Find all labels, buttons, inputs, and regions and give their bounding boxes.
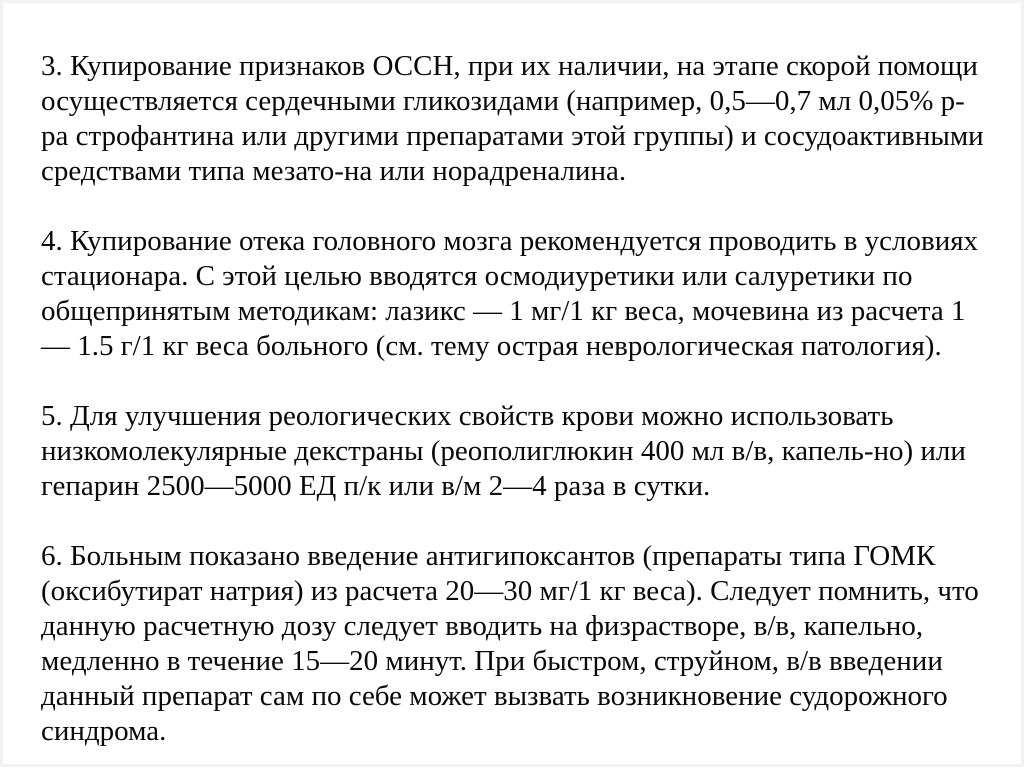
text-line: 5. Для улучшения реологических свойств крови можно использовать — [41, 400, 894, 432]
text-line: — 1.5 г/1 кг веса больного (см. тему острая неврологическая патология). — [41, 330, 942, 362]
paragraph-6 — [41, 539, 1007, 749]
text-line: данный препарат сам по себе может вызвать возникновение судорожного — [41, 680, 948, 712]
paragraph-5 — [41, 399, 1007, 504]
paragraph-3 — [41, 49, 1007, 189]
text-line: 3. Купирование признаков ОССН, при их наличии, на этапе скорой помощи — [41, 50, 978, 82]
text-line: гепарин 2500—5000 ЕД п/к или в/м 2—4 раза в сутки. — [41, 470, 711, 502]
text-line: общепринятым методикам: лазикс — 1 мг/1 кг веса, мочевина из расчета 1 — [41, 295, 966, 327]
text-line: данную расчетную дозу следует вводить на физрастворе, в/в, капельно, — [41, 610, 924, 642]
text-line: осуществляется сердечными гликозидами (например, 0,5—0,7 мл 0,05% р- — [41, 85, 965, 117]
text-line: 4. Купирование отека головного мозга рекомендуется проводить в условиях — [41, 225, 979, 257]
text-line: 6. Больным показано введение антигипоксантов (препараты типа ГОМК — [41, 540, 936, 572]
text-line: (оксибутират натрия) из расчета 20—30 мг/1 кг веса). Следует помнить, что — [41, 575, 979, 607]
text-line: медленно в течение 15—20 минут. При быстром, струйном, в/в введении — [41, 645, 943, 677]
text-line: стационара. С этой целью вводятся осмодиуретики или салуретики по — [41, 260, 913, 292]
paragraph-4 — [41, 224, 1007, 364]
text-line: средствами типа мезато-на или норадреналина. — [41, 155, 627, 187]
slide-text-content — [41, 49, 1007, 749]
text-line: низкомолекулярные декстраны (реополиглюкин 400 мл в/в, капель-но) или — [41, 435, 966, 467]
text-line: ра строфантина или другими препаратами этой группы) и сосудоактивными — [41, 120, 984, 152]
text-line: синдрома. — [41, 715, 167, 747]
